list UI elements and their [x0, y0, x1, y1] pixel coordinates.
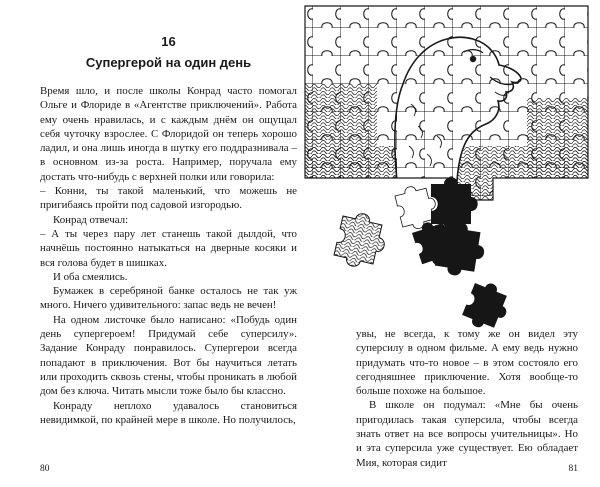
paragraph: И оба смеялись.	[53, 270, 128, 283]
paragraph-dialogue: – Конни, ты такой маленький, что можешь не пригибаясь пройти под садовой изгородью.	[40, 185, 297, 212]
puzzle-grid	[305, 6, 588, 200]
paragraph: В школе он подумал: «Мне бы очень пригодилась такая суперсила, чтобы всегда знать ответ на все вопросы учительницы». Но и эта суперсила уже существует. Ею обладает Мия, которая сидит	[356, 399, 578, 469]
paragraph-dialogue: – А ты через пару лет станешь такой дылдой, что начнёшь постоянно натыкаться на дверные косяки и вся голова будет в шишках.	[40, 227, 297, 269]
puzzle-eagle-art	[285, 0, 600, 330]
paragraph: Конраду неплохо удавалось становиться невидимкой, по крайней мере в школе. Но получилось,	[40, 399, 297, 426]
paragraph: На одном листочке было написано: «Побудь один день супергероем! Придумай себе суперсилу». Задание Конраду понравилось. Супергерои всегда попадают в приключения. Вот бы научиться летать или проходить сквозь стены, чтобы проникать в любой дом без ключа. Читать мысли тоже было бы классно.	[40, 313, 297, 398]
paragraph: Бумажек в серебряной банке осталось не так уж много. Ничего удивительного: запас ведь не вечен!	[40, 285, 297, 312]
puzzle-piece-textured	[332, 209, 390, 272]
page-number-left: 80	[40, 464, 50, 474]
page-number-right: 81	[568, 464, 578, 474]
left-page	[40, 34, 297, 427]
right-page	[356, 327, 578, 470]
puzzle-piece-black	[460, 278, 515, 330]
paragraph-continued: увы, не всегда, к тому же он видел эту суперсилу в одном фильме. А ему ведь нужно придумать что-то новое – в этом состояло его сегодняшнее приключение. Хотя вообще-то больше похоже на большое.	[356, 328, 578, 398]
puzzle-piece-black	[431, 177, 478, 231]
puzzle-block	[305, 6, 588, 200]
paragraph: Время шло, и после школы Конрад часто помогал Ольге и Флориде в «Агентстве приключений». Работа ему очень нравилась, и с каждым днём он ощущал себя чуточку взрослее. С Флоридой он теперь хорошо ладил, и она лишь иногда в шутку его поддразнивала – в основном из-за роста. Например, поручала ему достать что-нибудь с верхней полки или говорила:	[40, 85, 297, 183]
paragraph: Конрад отвечал:	[53, 213, 129, 226]
puzzle-eagle-illustration	[285, 0, 600, 330]
chapter-title: Супергерой на один день	[85, 55, 252, 70]
chapter-head	[40, 34, 297, 71]
chapter-number: 16	[161, 34, 176, 49]
